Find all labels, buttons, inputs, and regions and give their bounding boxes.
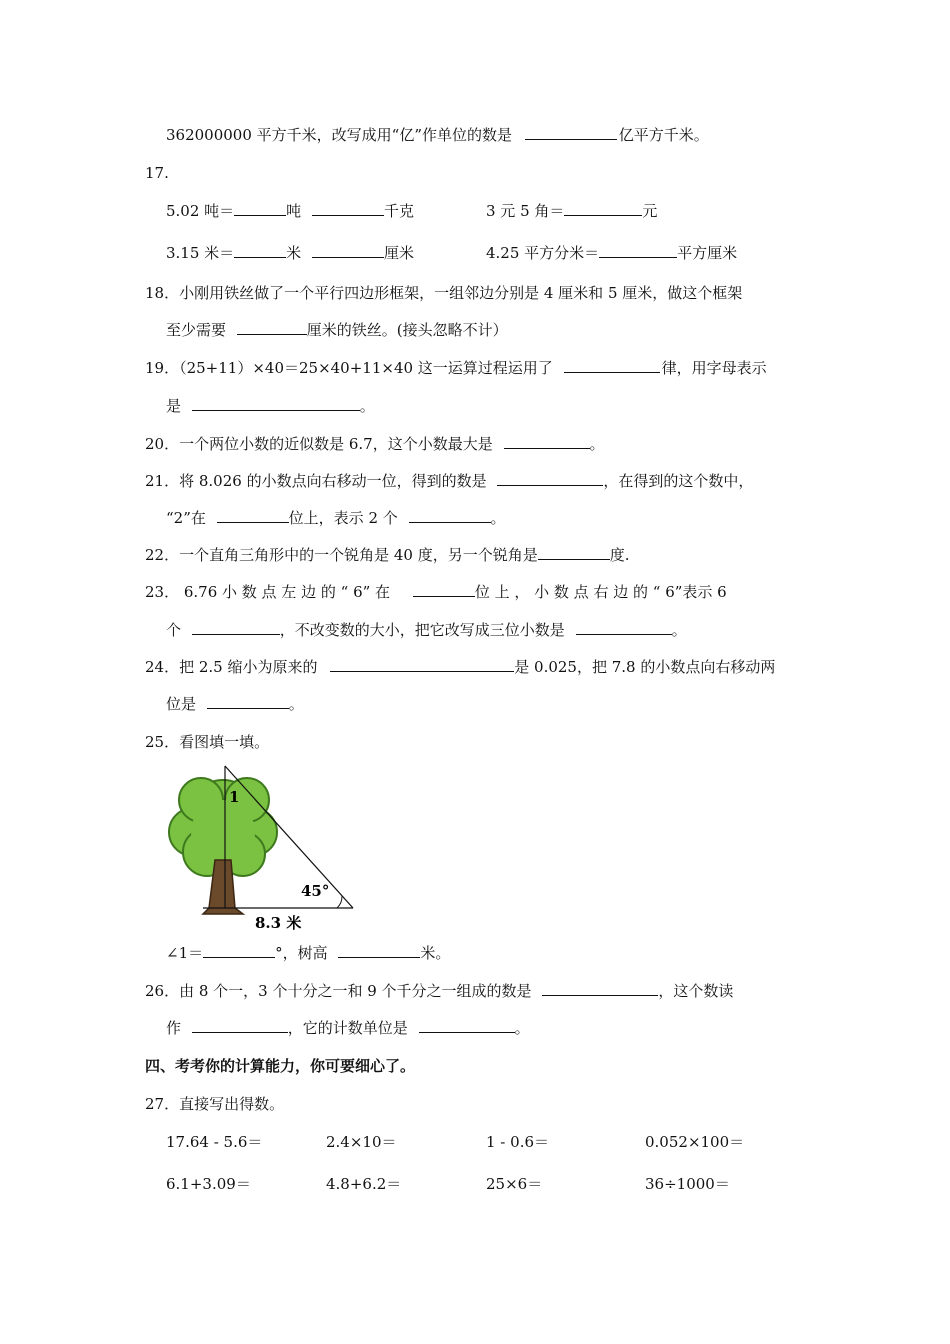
q21-text: 。	[490, 509, 506, 527]
calc-item: 17.64 - 5.6＝	[166, 1133, 263, 1151]
q16-text: 362000000 平方千米，改写成用“亿”作单位的数是	[166, 126, 512, 144]
q18-blank[interactable]	[237, 320, 307, 335]
q17-blank-1[interactable]	[234, 201, 286, 216]
q24-text: 是 0.025，把 7.8 的小数点向右移动两	[514, 658, 776, 676]
q17-unit: 千克	[383, 202, 414, 220]
q23-blank-1[interactable]	[413, 582, 475, 597]
q27-title: 27．直接写出得数。	[145, 1095, 285, 1113]
tree-triangle-figure	[163, 762, 359, 932]
q25-text: ∠1＝	[166, 944, 204, 962]
q22-text: 度.	[609, 546, 630, 564]
base-length-label: 8.3 米	[255, 914, 302, 932]
q26-text: ，它的计数单位是	[287, 1019, 408, 1037]
q17-text: 5.02 吨＝	[166, 202, 235, 220]
q17-blank-3[interactable]	[564, 201, 642, 216]
q26-blank-2[interactable]	[192, 1018, 288, 1033]
q25-text: °，树高	[275, 944, 328, 962]
q21-blank-3[interactable]	[409, 508, 491, 523]
calc-item: 1 - 0.6＝	[486, 1133, 550, 1151]
q17-text: 3.15 米＝	[166, 244, 235, 262]
angle-45-label: 45°	[301, 882, 330, 900]
q20-line	[145, 434, 605, 454]
q21-text: 位上，表示 2 个	[288, 509, 398, 527]
q24-blank-2[interactable]	[207, 694, 289, 709]
q26-blank-1[interactable]	[542, 981, 658, 996]
q25-blank-1[interactable]	[203, 943, 275, 958]
q23-blank-2[interactable]	[192, 620, 280, 635]
q23-text: 23． 6.76 小 数 点 左 边 的 “ 6” 在	[145, 583, 391, 601]
q17-unit: 吨	[286, 202, 302, 220]
q18-text: 厘米的铁丝。(接头忽略不计）	[306, 321, 508, 339]
q17-row1-left	[166, 201, 414, 221]
q26-text: 作	[166, 1019, 182, 1037]
q20-text: 。	[589, 435, 605, 453]
section-4-heading: 四、考考你的计算能力，你可要细心了。	[145, 1057, 416, 1075]
q25-text: 米。	[420, 944, 451, 962]
q21-line1	[145, 471, 753, 491]
q26-line2	[166, 1018, 530, 1038]
q23-text: 。	[671, 621, 687, 639]
q21-blank-2[interactable]	[217, 508, 289, 523]
angle-1-label: 1	[229, 788, 240, 806]
q19-text: 律，用字母表示	[661, 359, 767, 377]
q23-text: 个	[166, 621, 182, 639]
q19-text: 19．（25+11）×40＝25×40+11×40 这一运算过程运用了	[145, 359, 553, 377]
q23-line2	[166, 620, 687, 640]
q26-line1	[145, 981, 733, 1001]
q17-row2-right	[486, 243, 737, 263]
calc-item: 0.052×100＝	[645, 1133, 745, 1151]
angle-arc	[337, 896, 342, 908]
q21-text: “2”在	[166, 509, 206, 527]
q23-line1	[145, 582, 727, 602]
calc-item: 25×6＝	[486, 1175, 543, 1193]
q16-unit: 亿平方千米。	[618, 126, 709, 144]
calc-item: 2.4×10＝	[326, 1133, 397, 1151]
q18-line1: 18．小刚用铁丝做了一个平行四边形框架，一组邻边分别是 4 厘米和 5 厘米，做这个框架	[145, 284, 743, 302]
q16-line	[166, 125, 709, 145]
q17-blank-4[interactable]	[234, 243, 286, 258]
q24-text: 位是	[166, 695, 197, 713]
q19-line1	[145, 358, 767, 378]
q22-line	[145, 545, 630, 565]
calc-item: 6.1+3.09＝	[166, 1175, 251, 1193]
q26-blank-3[interactable]	[419, 1018, 515, 1033]
q26-text: 26．由 8 个一，3 个十分之一和 9 个千分之一组成的数是	[145, 982, 532, 1000]
calc-item: 36÷1000＝	[645, 1175, 730, 1193]
q19-line2	[166, 396, 375, 416]
q17-unit: 元	[642, 202, 658, 220]
q21-line2	[166, 508, 506, 528]
q18-line2	[166, 320, 508, 340]
q17-blank-6[interactable]	[599, 243, 677, 258]
q21-text: ，在得到的这个数中，	[603, 472, 754, 490]
q25-answer-line	[166, 943, 450, 963]
q17-unit: 米	[286, 244, 302, 262]
q21-text: 21．将 8.026 的小数点向右移动一位，得到的数是	[145, 472, 487, 490]
q26-text: ，这个数读	[658, 982, 734, 1000]
q16-blank[interactable]	[525, 125, 617, 140]
q17-blank-5[interactable]	[312, 243, 384, 258]
q22-blank[interactable]	[538, 545, 610, 560]
q26-text: 。	[514, 1019, 530, 1037]
q17-unit: 厘米	[383, 244, 414, 262]
q23-blank-3[interactable]	[576, 620, 672, 635]
q23-text: 位 上 ， 小 数 点 右 边 的 “ 6”表示 6	[474, 583, 727, 601]
q19-text: 。	[359, 397, 375, 415]
q17-row2-left	[166, 243, 414, 263]
calc-item: 4.8+6.2＝	[326, 1175, 402, 1193]
q24-line2	[166, 694, 304, 714]
q24-blank-1[interactable]	[330, 657, 514, 672]
q20-blank[interactable]	[504, 434, 590, 449]
q17-number: 17.	[145, 164, 169, 182]
q19-blank-2[interactable]	[192, 396, 360, 411]
q22-text: 22．一个直角三角形中的一个锐角是 40 度，另一个锐角是	[145, 546, 538, 564]
q17-text: 4.25 平方分米＝	[486, 244, 600, 262]
q25-blank-2[interactable]	[338, 943, 420, 958]
q17-row1-right	[486, 201, 657, 221]
q24-text: 24．把 2.5 缩小为原来的	[145, 658, 318, 676]
q19-blank-1[interactable]	[564, 358, 660, 373]
q24-line1	[145, 657, 775, 677]
q17-unit: 平方厘米	[677, 244, 738, 262]
q21-blank-1[interactable]	[497, 471, 603, 486]
q19-text: 是	[166, 397, 182, 415]
q20-text: 20．一个两位小数的近似数是 6.7，这个小数最大是	[145, 435, 493, 453]
q24-text: 。	[288, 695, 304, 713]
q17-blank-2[interactable]	[312, 201, 384, 216]
q23-text: ，不改变数的大小，把它改写成三位小数是	[279, 621, 565, 639]
q18-text: 至少需要	[166, 321, 227, 339]
q17-text: 3 元 5 角＝	[486, 202, 565, 220]
q25-title: 25．看图填一填。	[145, 733, 270, 751]
